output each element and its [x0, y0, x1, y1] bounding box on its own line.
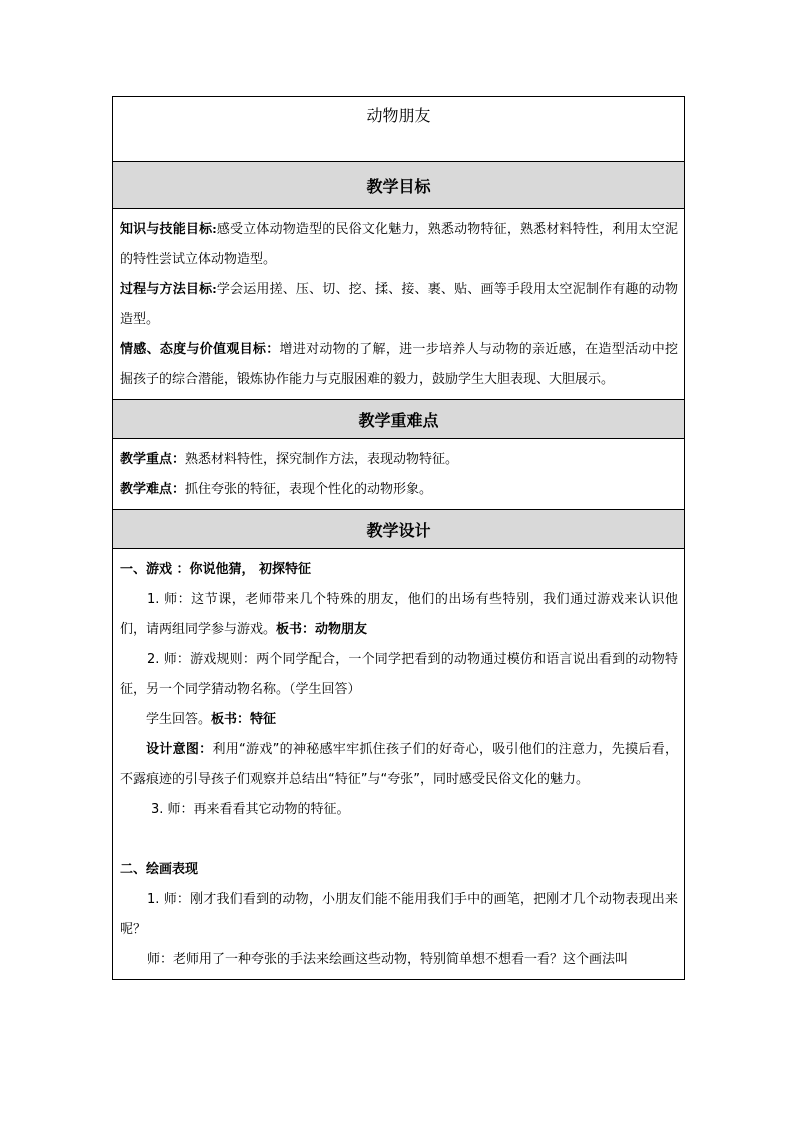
part2-paragraph-2	[120, 945, 678, 975]
attitude-goal	[120, 335, 678, 395]
attitude-goal-text: 增进对动物的了解，进一步培养人与动物的亲近感，在造型活动中挖掘孩子的综合潜能，锻炼协作能力与克服困难的毅力，鼓励学生大胆表现、大胆展示。	[120, 342, 678, 387]
part1-p2-text: 2. 师：游戏规则：两个同学配合，一个同学把看到的动物通过模仿和语言说出看到的动物特征，另一个同学猜动物名称。（学生回答）	[120, 652, 678, 697]
design-heading: 教学设计	[366, 520, 431, 540]
key-points-heading: 教学重难点	[358, 410, 439, 430]
process-goal-label: 过程与方法目标	[120, 282, 213, 297]
document-title-cell	[113, 97, 685, 162]
teaching-difficulty-text: 抓住夸张的特征，表现个性化的动物形象。	[185, 482, 433, 497]
part1-paragraph-3	[120, 705, 678, 735]
process-goal-text: 学会运用搓、压、切、挖、揉、接、裹、贴、画等手段用太空泥制作有趣的动物造型。	[120, 282, 678, 327]
design-intent-label: 设计意图：	[146, 742, 213, 757]
part1-title: 一、游戏 ：你说他猜， 初探特征	[120, 562, 312, 577]
part2-p1-text: 1. 师：刚才我们看到的动物，小朋友们能不能用我们手中的画笔，把刚才几个动物表现出来呢？	[120, 892, 678, 937]
part1-paragraph-2	[120, 645, 678, 705]
blank-line	[120, 825, 678, 855]
part2-p2-text: 师：老师用了一种夸张的手法来绘画这些动物，特别简单想不想看一看？这个画法叫	[147, 952, 629, 967]
part2-title: 二、绘画表现	[120, 862, 199, 877]
process-goal: 过程与方法目标:学会运用搓、压、切、挖、揉、接、裹、贴、画等手段用太空泥制作有趣的动物造型。	[120, 282, 678, 327]
teaching-difficulty-label: 教学难点：	[120, 482, 186, 497]
design-intent-text: 利用“游戏”的神秘感牢牢抓住孩子们的好奇心，吸引他们的注意力，先摸后看，不露痕迹的引导孩子们观察并总结出“特征”与“夸张”，同时感受民俗文化的魅力。	[120, 742, 678, 787]
attitude-goal-label: 情感、态度与价值观目标：	[120, 342, 280, 357]
part1-p1-text: 1. 师：这节课，老师带来几个特殊的朋友，他们的出场有些特别，我们通过游戏来认识他们，请两组同学参与游戏。	[120, 592, 678, 637]
lesson-plan-table	[112, 96, 685, 980]
part1-p3-text: 学生回答。	[146, 712, 212, 727]
teaching-focus	[120, 445, 678, 475]
knowledge-goal-label: 知识与技能目标	[120, 222, 213, 237]
teaching-focus-label: 教学重点：	[120, 452, 186, 467]
part1-paragraph-5	[120, 795, 678, 825]
knowledge-goal: 知识与技能目标:感受立体动物造型的民俗文化魅力，熟悉动物特征，熟悉材料特性，利用太空泥的特性尝试立体动物造型。	[120, 222, 678, 267]
document-title: 动物朋友	[366, 106, 431, 125]
part1-p1-board: 板书：动物朋友	[276, 622, 368, 637]
key-points-body	[113, 439, 685, 510]
part1-paragraph-1	[120, 585, 678, 645]
teaching-difficulty	[120, 475, 678, 505]
part1-p5-text: 3. 师：再来看看其它动物的特征。	[151, 802, 350, 817]
part2-paragraph-1	[120, 885, 678, 945]
key-points-heading-cell	[113, 400, 685, 439]
knowledge-goal-text: 感受立体动物造型的民俗文化魅力，熟悉动物特征，熟悉材料特性，利用太空泥的特性尝试立体动物造型。	[120, 222, 678, 267]
design-heading-cell	[113, 510, 685, 549]
goals-heading-cell	[113, 162, 685, 209]
goals-heading: 教学目标	[366, 176, 431, 196]
teaching-focus-text: 熟悉材料特性，探究制作方法，表现动物特征。	[185, 452, 459, 467]
part1-p3-board: 板书：特征	[211, 712, 277, 727]
part1-paragraph-4	[120, 735, 678, 795]
design-body	[113, 549, 685, 980]
goals-body	[113, 209, 685, 400]
